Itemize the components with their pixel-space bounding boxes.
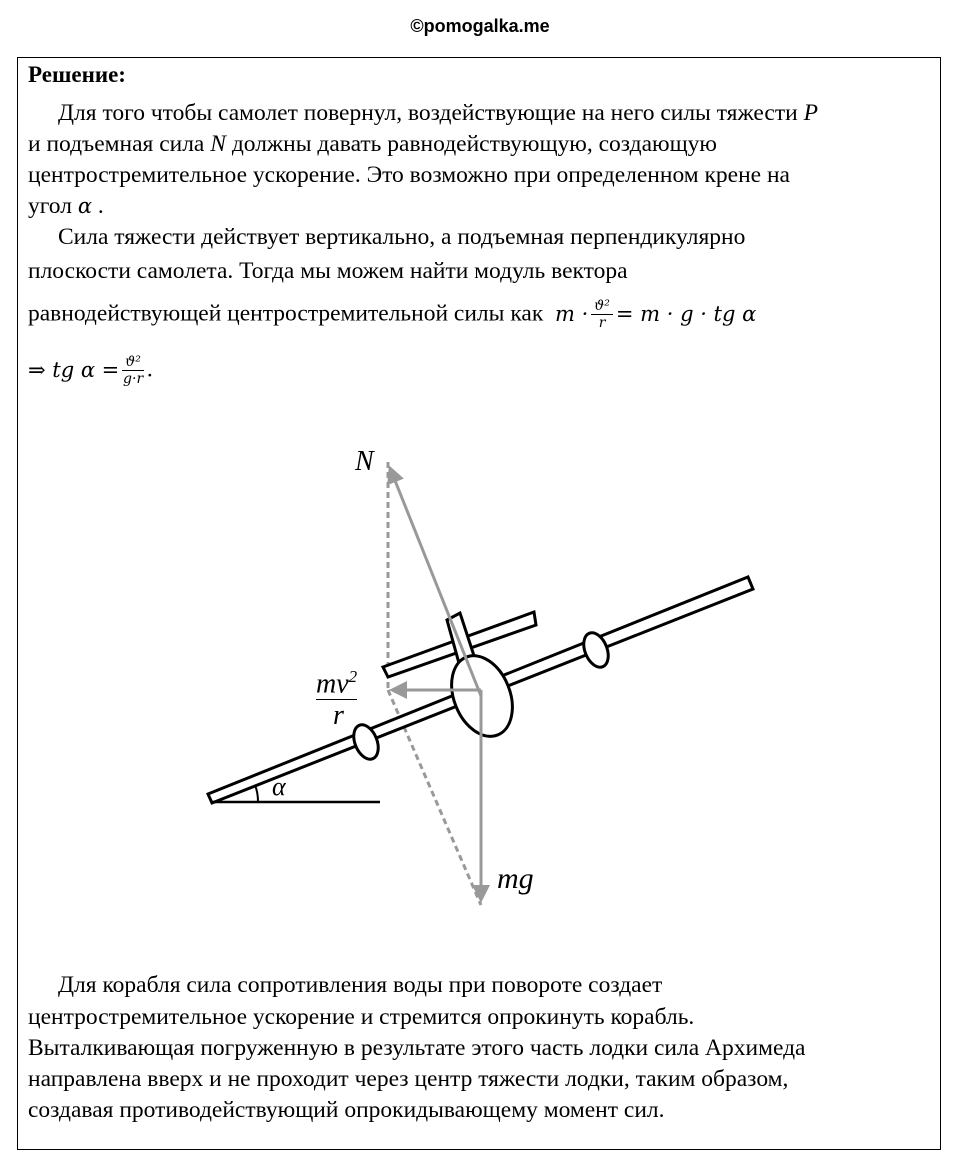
para3-line5: создавая противодействующий опрокидывающему момент сил. [28, 1097, 665, 1123]
label-mg: mg [497, 862, 534, 895]
label-mv2: $mv^2$ [316, 662, 357, 700]
label-alpha: α [272, 772, 286, 801]
para2-line2: плоскости самолета. Тогда мы можем найти модуль вектора [28, 258, 628, 284]
para1-line1: Для того чтобы самолет повернул, воздействующие на него силы тяжести P [58, 100, 818, 126]
label-N: N [355, 446, 374, 477]
para3-line3: Выталкивающая погруженную в результате этого часть лодки сила Архимеда [28, 1035, 806, 1061]
para1-line4: угол α . [28, 193, 104, 219]
para3-line2: центростремительное ускорение и стремится опрокинуть корабль. [28, 1004, 695, 1030]
watermark: ©pomogalka.me [410, 16, 550, 36]
label-r: r [333, 700, 344, 731]
para2-line1: Сила тяжести действует вертикально, а подъемная перпендикулярно [58, 224, 746, 250]
para3-line4: направлена вверх и не проходит через центр тяжести лодки, таким образом, [28, 1066, 789, 1092]
solution-heading: Решение: [28, 62, 126, 87]
para3-line1: Для корабля сила сопротивления воды при повороте создает [58, 972, 663, 998]
alpha-arc [255, 785, 258, 802]
para1-line2: и подъемная сила N должны давать равнодействующую, создающую [28, 131, 717, 157]
formula1: m · $\frac{\text{ϑ²}}{r}$ = m · g · tg α [554, 298, 757, 331]
formula2: ⇒ tg α = $\frac{\text{ϑ²}}{g\cdot r}$ . [28, 354, 153, 387]
para2-line3: равнодействующей центростремительной силы как m · $\frac{\text{ϑ²}}{r}$ = m · g · tg α [28, 298, 757, 331]
para1-line3: центростремительное ускорение. Это возможно при определенном крене на [28, 162, 790, 188]
